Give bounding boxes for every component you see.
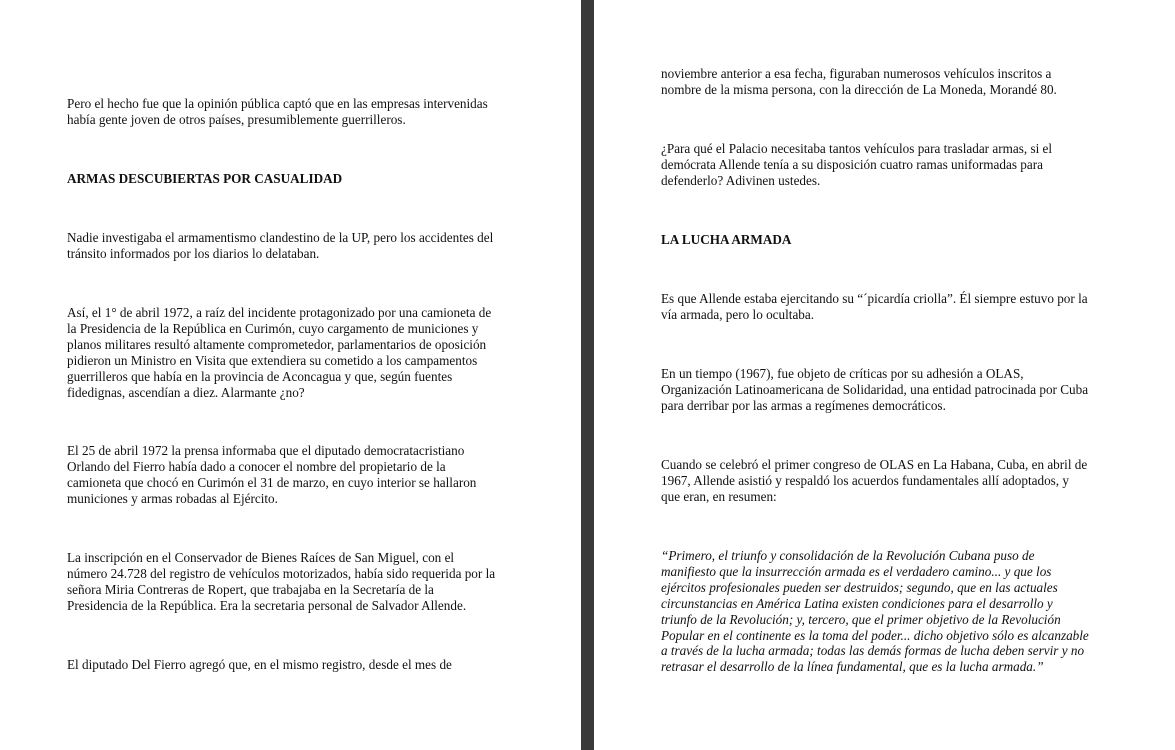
- left-page: [0, 0, 581, 750]
- paragraph-vehiculos-inscritos: noviembre anterior a esa fecha, figuraban numerosos vehículos inscritos a nombre de la misma persona, con la dirección de La Moneda, Morandé 80.: [661, 66, 1057, 97]
- paragraph-armamentismo: Nadie investigaba el armamentismo clandestino de la UP, pero los accidentes del tránsito informados por los diarios lo delataban.: [67, 230, 494, 261]
- book-gutter: [581, 0, 594, 750]
- quote-olas-acuerdos: “Primero, el triunfo y consolidación de la Revolución Cubana puso de manifiesto que la insurrección armada es el verdadero camino... y que los ejércitos profesionales pueden ser destruidos; segundo, que en las actuales circunstancias en América Latina existen condiciones para el desarrollo y triunfo de la Revolución; y, tercero, que el primer objetivo de la Revolución Popular en el continente es la toma del poder... dicho objetivo sólo es alcanzable a través de la lucha armada; todas las demás formas de lucha deben servir y no retrasar el desarrollo de la línea fundamental, que es la lucha armada.”: [661, 548, 1089, 675]
- paragraph-inscripcion: La inscripción en el Conservador de Bienes Raíces de San Miguel, con el número 24.728 del registro de vehículos motorizados, había sido requerida por la señora Miria Contreras de Ropert, que trabajaba en la Secretaría de la Presidencia de la República. Era la secretaria personal de Salvador Allende.: [67, 550, 496, 613]
- paragraph-congreso-olas: Cuando se celebró el primer congreso de OLAS en La Habana, Cuba, en abril de 1967, Allende asistió y respaldó los acuerdos fundamentales allí adoptados, y que eran, en resumen:: [661, 457, 1088, 504]
- section-heading-lucha-armada: LA LUCHA ARMADA: [661, 232, 792, 247]
- right-page: [594, 0, 1175, 750]
- paragraph-picardia-criolla: Es que Allende estaba ejercitando su “´picardía criolla”. Él siempre estuvo por la vía armada, pero lo ocultaba.: [661, 291, 1088, 322]
- section-heading-armas-descubiertas: ARMAS DESCUBIERTAS POR CASUALIDAD: [67, 171, 343, 186]
- paragraph-registro-continuation: El diputado Del Fierro agregó que, en el mismo registro, desde el mes de: [67, 657, 452, 672]
- paragraph-curimon: Así, el 1° de abril 1972, a raíz del incidente protagonizado por una camioneta de la Presidencia de la República en Curimón, cuyo cargamento de municiones y planos militares resultó altamente comprometedor, parlamentarios de oposición pidieron un Ministro en Visita que extendiera su cometido a los campamentos guerrilleros que había en la provincia de Aconcagua y que, según fuentes fidedignas, ascendían a diez. Alarmante ¿no?: [67, 305, 492, 400]
- paragraph-diputado-del-fierro: El 25 de abril 1972 la prensa informaba que el diputado democratacristiano Orlando del Fierro había dado a conocer el nombre del propietario de la camioneta que chocó en Curimón el 31 de marzo, en cuyo interior se hallaron municiones y armas robadas al Ejército.: [67, 443, 477, 506]
- paragraph-opinion-publica: Pero el hecho fue que la opinión pública captó que en las empresas intervenidas había gente joven de otros países, presumiblemente guerrilleros.: [67, 96, 488, 127]
- paragraph-para-que-el-palacio: ¿Para qué el Palacio necesitaba tantos vehículos para trasladar armas, si el demócrata Allende tenía a su disposición cuatro ramas uniformadas para defenderlo? Adivinen ustedes.: [661, 141, 1053, 188]
- paragraph-olas: En un tiempo (1967), fue objeto de críticas por su adhesión a OLAS, Organización Latinoamericana de Solidaridad, una entidad patrocinada por Cuba para derribar por las armas a regímenes democráticos.: [661, 366, 1089, 413]
